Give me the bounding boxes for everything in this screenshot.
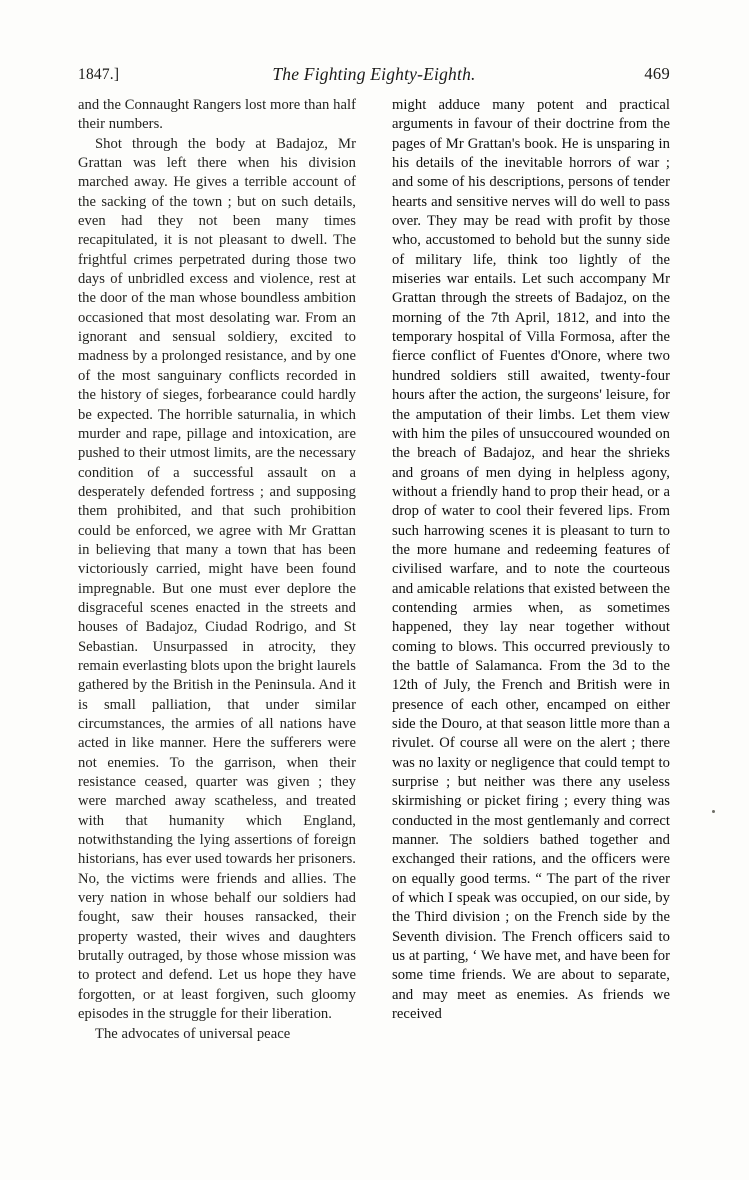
column-left bbox=[78, 96, 356, 1044]
page-content bbox=[78, 60, 670, 1044]
paragraph: might adduce many potent and practical arguments in favour of their doctrine from the pages of Mr Grattan's book. He is unsparing in his details of the inevitable horrors of war ; and some of his descriptions, persons of tender hearts and sensitive nerves will do well to pass over. They may be read with profit by those who, accustomed to behold but the sunny side of military life, think too lightly of the miseries war entails. Let such accompany Mr Grattan through the streets of Badajoz, on the morning of the 7th April, 1812, and into the temporary hospital of Villa Formosa, after the fierce conflict of Fuentes d'Onore, where two hundred soldiers still awaited, twenty-four hours after the action, the surgeons' leisure, for the amputation of their limbs. Let them view with him the piles of unsuccoured wounded on the breach of Badajoz, and hear the shrieks and groans of men dying in helpless agony, without a friendly hand to prop their head, or a drop of water to cool their fevered lips. From such harrowing scenes it is pleasant to turn to the more humane and redeeming features of civilised warfare, and to note the courteous and amicable relations that existed between the contending armies when, as sometimes happened, they lay near together without coming to blows. This occurred previously to the battle of Salamanca. From the 3d to the 12th of July, the French and British were in presence of each other, encamped on either side the Douro, at that season little more than a rivulet. Of course all were on the alert ; there was no laxity or negligence that could tempt to surprise ; but neither was there any useless skirmishing or picket firing ; every thing was conducted in the most gentlemanly and correct manner. The soldiers bathed together and exchanged their rations, and the officers were on equally good terms. “ The part of the river of which I speak was occupied, on our side, by the Third division ; on the French side by the Seventh division. The French officers said to us at parting, ‘ We have met, and have been for some time friends. We are about to separate, and may meet as enemies. As friends we received bbox=[392, 97, 670, 1023]
paragraph: Shot through the body at Badajoz, Mr Grattan was left there when his division marched away. He gives a terrible account of the sacking of the town ; but on such details, even had they not been many times recapitulated, it is not pleasant to dwell. The frightful crimes perpetrated during those two days of unbridled excess and violence, rest at the door of the man whose boundless ambition occasioned that most desolating war. From an ignorant and sensual soldiery, excited to madness by a prolonged resistance, and by one of the most sanguinary conflicts recorded in the history of sieges, forbearance could hardly be expected. The horrible saturnalia, in which murder and rape, pillage and intoxication, are pushed to their utmost limits, are the necessary condition of a successful assault on a desperately defended fortress ; and supposing them prohibited, and that such prohibition could be enforced, we agree with Mr Grattan in believing that many a town that has been victoriously carried, might have been found impregnable. But one must ever deplore the disgraceful scenes enacted in the streets and houses of Badajoz, Ciudad Rodrigo, and St Sebastian. Unsurpassed in atrocity, they remain everlasting blots upon the bright laurels gathered by the British in the Peninsula. And it is small palliation, that under similar circumstances, the armies of all nations have acted in like manner. Here the sufferers were not enemies. To the garrison, when their resistance ceased, quarter was given ; they were marched away scatheless, and treated with that humanity which England, notwithstanding the lying assertions of foreign historians, has ever used towards her prisoners. No, the victims were friends and allies. The very nation in whose behalf our soldiers had fought, saw their houses ransacked, their property wasted, their wives and daughters brutally outraged, by those whose mission was to protect and defend. Let us hope they have forgotten, or at least forgiven, such gloomy episodes in the struggle for their liberation. bbox=[78, 135, 356, 1023]
paragraph: The advocates of universal peace bbox=[95, 1025, 291, 1042]
page-speck bbox=[712, 810, 715, 813]
year-folio: 1847.] bbox=[78, 66, 120, 83]
text-columns bbox=[78, 96, 670, 1044]
article-title: The Fighting Eighty-Eighth. bbox=[272, 64, 476, 84]
page-number: 469 bbox=[644, 64, 670, 83]
running-head bbox=[78, 60, 670, 90]
column-right bbox=[392, 96, 670, 1044]
paragraph: and the Connaught Rangers lost more than half their numbers. bbox=[78, 97, 356, 133]
